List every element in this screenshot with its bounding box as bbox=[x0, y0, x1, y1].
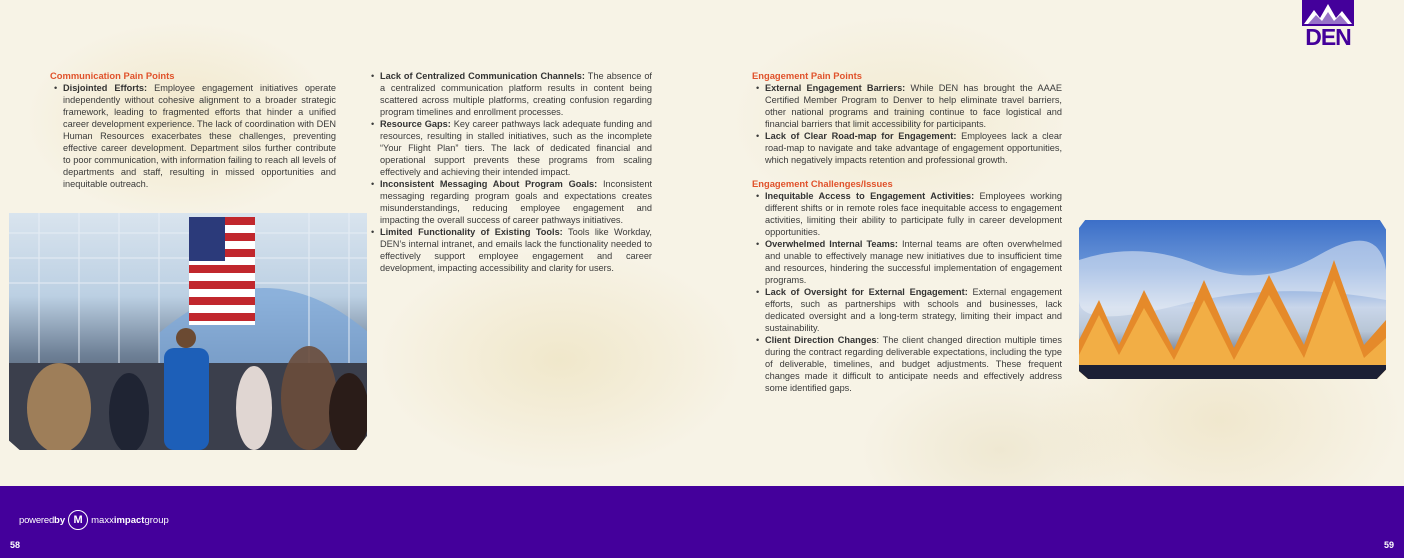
item-title: Resource Gaps: bbox=[380, 119, 451, 129]
section-heading: Engagement Pain Points bbox=[752, 70, 862, 81]
den-logo-text: DEN bbox=[1305, 24, 1351, 50]
item-title: Lack of Oversight for External Engagement: bbox=[765, 287, 968, 297]
list-item bbox=[752, 286, 1062, 334]
item-text: The absence of a centralized communication platform results in content being scattered across multiple platforms, creating confusion regarding program timelines and enrollment processes. bbox=[380, 71, 652, 117]
footer-bar bbox=[0, 486, 1404, 558]
den-tent-roof-photo bbox=[1079, 220, 1386, 379]
maxx-impact-icon: M bbox=[68, 510, 88, 530]
item-title: Lack of Centralized Communication Channels: bbox=[380, 71, 585, 81]
list-item bbox=[50, 82, 336, 190]
item-title: Client Direction Changes bbox=[765, 335, 877, 345]
item-title: Inequitable Access to Engagement Activities: bbox=[765, 191, 975, 201]
list-item bbox=[367, 178, 652, 226]
list-item bbox=[367, 226, 652, 274]
item-text: Tools like Workday, DEN’s internal intranet, and emails lack the functionality needed to effectively support employee engagement and career development, impacting accessibility and clarity for users. bbox=[380, 227, 652, 273]
item-text: Employee engagement initiatives operate independently without cohesive alignment to a broader strategic framework, leading to fragmented efforts that hinder a unified career development experience. The lack of coordination with DEN Human Resources exacerbates these challenges, preventing effective career development. Department silos further contribute to poor communication, with information failing to reach all levels of departments and staff, resulting in missed opportunities and inequitable outreach. bbox=[63, 83, 336, 189]
item-text: Employees working different shifts or in remote roles face inequitable access to engagement activities, limiting their ability to participate fully in career development opportunities. bbox=[765, 191, 1063, 237]
item-title: Disjointed Efforts: bbox=[63, 83, 148, 93]
item-text: Employees lack a clear road-map to navigate and take advantage of engagement opportunities, which negatively impacts retention and professional growth. bbox=[765, 131, 1062, 165]
bullet-list bbox=[752, 190, 1062, 394]
item-title: External Engagement Barriers: bbox=[765, 83, 906, 93]
item-title: Overwhelmed Internal Teams: bbox=[765, 239, 898, 249]
item-text: Inconsistent messaging regarding program goals and expectations creates misunderstandings, reducing employee engagement and impacting the overall success of career pathways initiatives. bbox=[380, 179, 652, 225]
brand-part: impact bbox=[113, 514, 145, 526]
item-text: External engagement efforts, such as partnerships with schools and businesses, lack dedicated oversight and a long-term strategy, limiting their impact and sustainability. bbox=[765, 287, 1062, 333]
item-text: Internal teams are often overwhelmed and unable to effectively manage new initiatives due to insufficient time and resources, hindering the successful implementation of engagement programs. bbox=[765, 239, 1063, 285]
list-item bbox=[367, 70, 652, 118]
item-text: Key career pathways lack adequate funding and resources, resulting in stalled initiatives, such as the incomplete “Your Flight Plan” tiers. The lack of dedicated financial and operational support prevents these programs from scaling effectively and achieving their intended impact. bbox=[380, 119, 653, 177]
page-number-right: 59 bbox=[1383, 540, 1394, 550]
brand-part: maxx bbox=[91, 514, 114, 526]
list-item bbox=[752, 130, 1062, 166]
bullet-list bbox=[752, 82, 1062, 166]
list-item bbox=[752, 334, 1062, 394]
by-label: by bbox=[54, 514, 66, 526]
list-item bbox=[752, 190, 1062, 238]
brand-name bbox=[91, 515, 169, 526]
list-item bbox=[752, 238, 1062, 286]
communication-pain-points-continued bbox=[367, 70, 652, 274]
list-item bbox=[752, 82, 1062, 130]
communication-pain-points bbox=[50, 70, 336, 190]
item-title: Limited Functionality of Existing Tools: bbox=[380, 227, 563, 237]
bullet-list bbox=[50, 82, 336, 190]
item-title: Lack of Clear Road-map for Engagement: bbox=[765, 131, 957, 141]
brand-part: group bbox=[144, 514, 169, 526]
airport-terminal-photo bbox=[9, 213, 367, 450]
list-item bbox=[367, 118, 652, 178]
powered-label: powered bbox=[19, 514, 55, 526]
bullet-list bbox=[367, 70, 652, 274]
engagement-section bbox=[752, 70, 1062, 394]
item-text: : The client changed direction multiple times during the contract regarding deliverable expectations, including the type of deliverable, timelines, and budget adjustments. These frequent changes made it difficult to anticipate needs and effectively address some identified gaps. bbox=[765, 335, 1062, 393]
den-logo bbox=[1302, 0, 1354, 52]
item-title: Inconsistent Messaging About Program Goals: bbox=[380, 179, 598, 189]
page-number-left: 58 bbox=[10, 540, 21, 550]
item-text: While DEN has brought the AAAE Certified Member Program to Denver to help eliminate travel barriers, other national programs and training continue to face logistical and financial barriers that limit accessibility for participants. bbox=[765, 83, 1062, 129]
powered-by-logo bbox=[19, 510, 169, 530]
section-heading: Communication Pain Points bbox=[50, 70, 175, 81]
section-heading: Engagement Challenges/Issues bbox=[752, 178, 893, 189]
